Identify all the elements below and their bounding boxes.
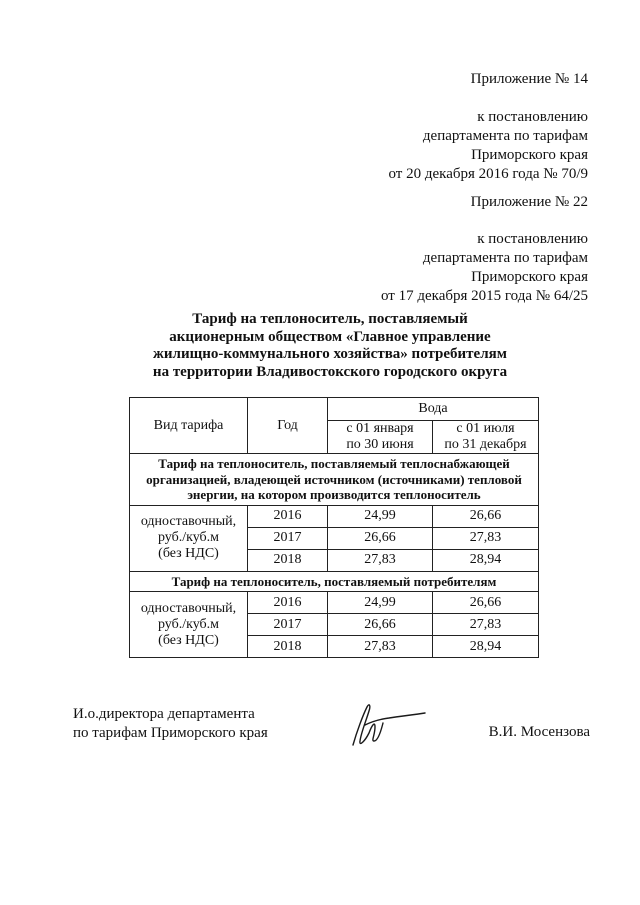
- section-heading-line: Тариф на теплоноситель, поставляемый теплоснабжающей: [158, 456, 510, 471]
- title-line: жилищно-коммунального хозяйства» потребителям: [153, 346, 507, 362]
- appendix-line: Приморского края: [471, 147, 588, 163]
- value-cell: 24,99: [328, 505, 433, 527]
- year-cell: 2017: [248, 527, 328, 549]
- tariff-label-line: (без НДС): [158, 632, 219, 648]
- appendix-line: к постановлению: [477, 109, 588, 125]
- period-line: с 01 июля: [456, 421, 515, 436]
- value-cell: 26,66: [328, 614, 433, 636]
- value-cell: 24,99: [328, 592, 433, 614]
- appendix-line: Приморского края: [471, 269, 588, 285]
- header-period-2: [433, 421, 539, 454]
- appendix-22-reference: [381, 230, 588, 306]
- year-cell: 2018: [248, 549, 328, 571]
- appendix-22-title: Приложение № 22: [470, 194, 588, 210]
- value-cell: 27,83: [328, 636, 433, 658]
- value-cell: 26,66: [433, 592, 539, 614]
- section-heading-line: организацией, владеющей источником (источниками) тепловой: [146, 471, 522, 487]
- value-cell: 26,66: [433, 505, 539, 527]
- year-cell: 2017: [248, 614, 328, 636]
- value-cell: 28,94: [433, 636, 539, 658]
- appendix-line: от 20 декабря 2016 года № 70/9: [388, 166, 588, 182]
- tariff-label-line: руб./куб.м: [157, 616, 220, 632]
- appendix-14-reference: [388, 108, 588, 184]
- title-line: акционерным обществом «Главное управление: [169, 328, 491, 345]
- table-row: [130, 592, 539, 614]
- year-cell: 2016: [248, 505, 328, 527]
- appendix-line: департамента по тарифам: [422, 128, 588, 144]
- value-cell: 27,83: [433, 527, 539, 549]
- title-line: на территории Владивостокского городского округа: [152, 363, 508, 380]
- section-heading: [130, 571, 539, 592]
- appendix-line: от 17 декабря 2015 года № 64/25: [380, 288, 588, 304]
- handwritten-signature: [345, 701, 430, 749]
- position-line: по тарифам Приморского края: [73, 725, 268, 741]
- value-cell: 28,94: [433, 549, 539, 571]
- value-cell: 27,83: [433, 614, 539, 636]
- period-line: по 31 декабря: [444, 437, 527, 452]
- value-cell: 27,83: [328, 549, 433, 571]
- document-title: [130, 311, 530, 381]
- tariff-table: [129, 397, 539, 658]
- appendix-line: к постановлению: [477, 231, 588, 247]
- header-tariff-type: Вид тарифа: [130, 398, 248, 454]
- section-heading-line: энергии, на котором производится теплоноситель: [187, 487, 481, 502]
- signatory-name: В.И. Мосензова: [488, 724, 590, 740]
- year-cell: 2018: [248, 636, 328, 658]
- header-period-1: [328, 421, 433, 454]
- title-line: Тариф на теплоноситель, поставляемый: [192, 311, 468, 327]
- tariff-label-line: руб./куб.м: [157, 530, 220, 545]
- period-line: с 01 января: [346, 421, 414, 436]
- header-year: Год: [248, 398, 328, 454]
- tariff-label-line: (без НДС): [158, 546, 219, 561]
- period-line: по 30 июня: [346, 437, 414, 452]
- tariff-label: [130, 505, 248, 571]
- tariff-label-line: одноставочный,: [140, 600, 237, 616]
- tariff-label: [130, 592, 248, 658]
- appendix-line: департамента по тарифам: [422, 250, 588, 266]
- section-heading-line: Тариф на теплоноситель, поставляемый потребителям: [171, 573, 497, 589]
- value-cell: 26,66: [328, 527, 433, 549]
- appendix-14-title: Приложение № 14: [470, 71, 588, 87]
- signatory-position: [73, 705, 268, 743]
- position-line: И.о.директора департамента: [73, 706, 255, 722]
- tariff-label-line: одноставочный,: [140, 514, 237, 529]
- table-row: [130, 505, 539, 527]
- year-cell: 2016: [248, 592, 328, 614]
- header-water: Вода: [328, 398, 539, 421]
- section-heading: [130, 454, 539, 506]
